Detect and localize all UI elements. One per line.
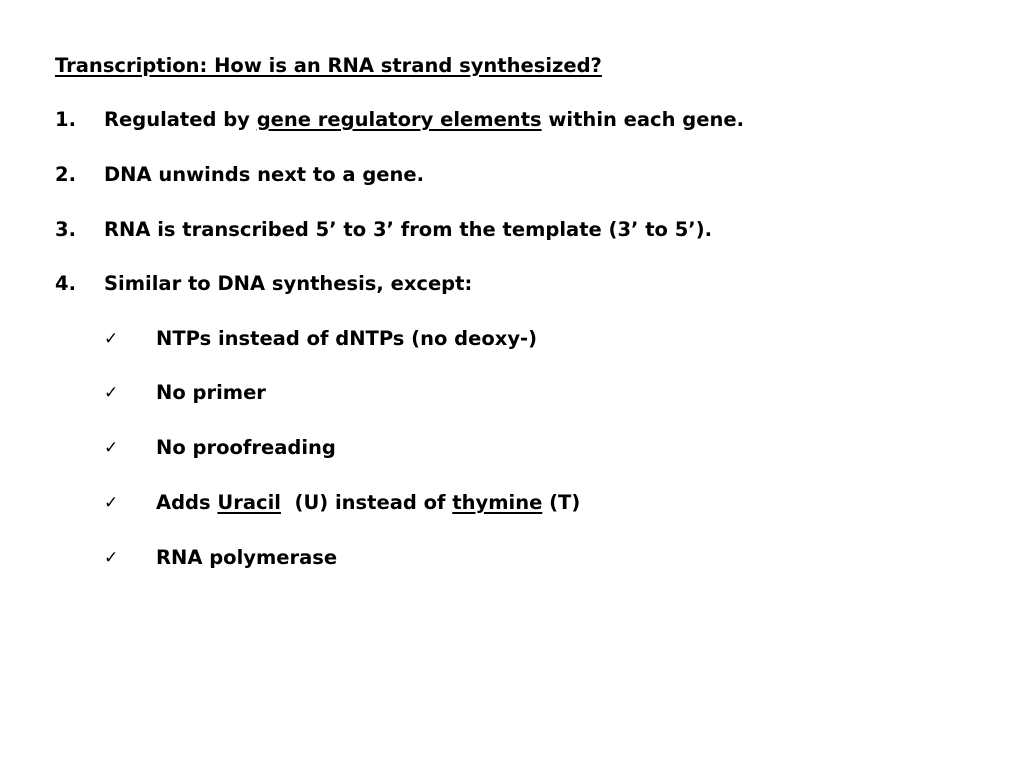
checkmark-icon: ✓ [104,548,119,568]
item-number-2: 2. [55,163,76,186]
check-item-5: RNA polymerase [156,546,338,569]
checkmark-icon: ✓ [104,383,119,403]
uracil-term: Uracil [217,491,281,514]
item-text-2: DNA unwinds next to a gene. [104,163,425,186]
item-1-pre: Regulated by [104,108,257,131]
item-number-1: 1. [55,108,76,131]
gene-regulatory-elements-term: gene regulatory elements [256,108,542,131]
check-4-post: (T) [542,491,581,514]
thymine-term: thymine [452,491,543,514]
check-item-2: No primer [156,381,266,404]
check-4-pre: Adds [156,491,218,514]
item-1-post: within each gene. [541,108,744,131]
item-number-4: 4. [55,272,76,295]
checkmark-icon: ✓ [104,493,119,513]
checkmark-icon: ✓ [104,438,119,458]
item-text-1 [104,108,744,132]
item-text-3: RNA is transcribed 5’ to 3’ from the template (3’ to 5’). [104,218,713,241]
check-item-1: NTPs instead of dNTPs (no deoxy-) [156,327,538,350]
check-item-3: No proofreading [156,436,336,459]
item-text-4: Similar to DNA synthesis, except: [104,272,473,295]
slide-title [55,54,602,78]
checkmark-icon: ✓ [104,329,119,349]
check-item-4 [156,491,580,515]
item-number-3: 3. [55,218,76,241]
check-4-mid: (U) instead of [280,491,453,514]
slide-title-text: Transcription: How is an RNA strand synthesized? [55,54,602,77]
